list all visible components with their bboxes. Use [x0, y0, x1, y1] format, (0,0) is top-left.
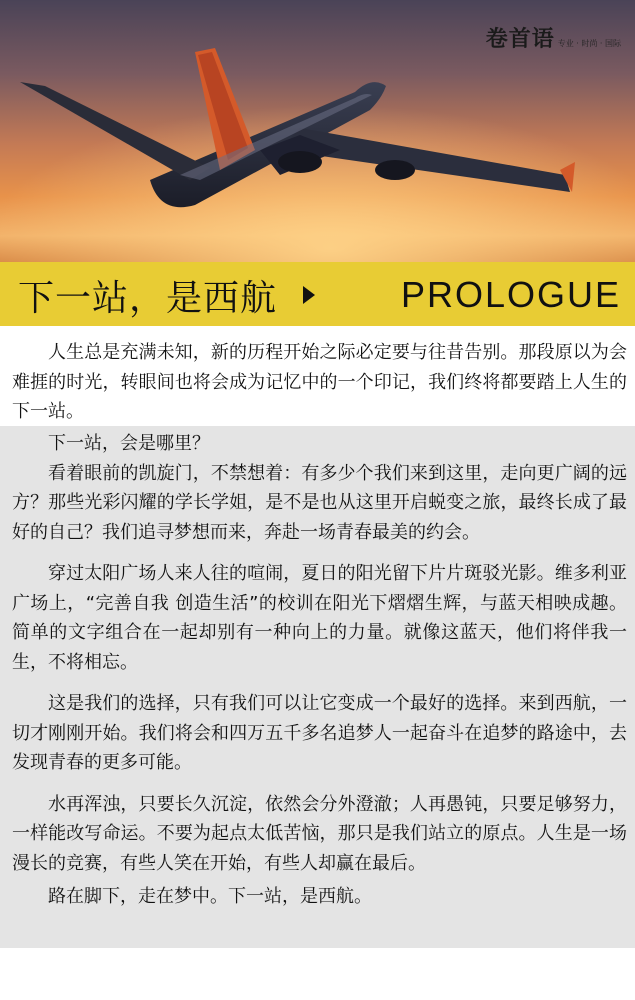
- brand-header: [486, 22, 621, 53]
- body-paragraph: 穿过太阳广场人来人往的喧闹，夏日的阳光留下片片斑驳光影。维多利亚广场上，“完善自我 创造生活”的校训在阳光下熠熠生辉，与蓝天相映成趣。简单的文字组合在一起却别有一种向上的力量。就像这蓝天，他们将伴我一生，不将相忘。: [12, 563, 627, 673]
- body-paragraph: 看着眼前的凯旋门，不禁想着：有多少个我们来到这里，走向更广阔的远方？那些光彩闪耀的学长学姐，是不是也从这里开启蜕变之旅，最终长成了最好的自己？我们追寻梦想而来，奔赴一场青春最美的约会。: [12, 462, 627, 543]
- banner-title: 下一站，是西航: [18, 278, 278, 319]
- brand-title: 卷首语: [485, 27, 555, 52]
- intro-paragraph: 人生总是充满未知，新的历程开始之际必定要与往昔告别。那段原以为会难捱的时光，转眼间也将会成为记忆中的一个印记，我们终将都要踏上人生的下一站。: [12, 342, 627, 422]
- hero-image: [0, 0, 635, 262]
- body-section: [0, 426, 635, 948]
- body-paragraph: 水再浑浊，只要长久沉淀，依然会分外澄澈；人再愚钝，只要足够努力，一样能改写命运。不要为起点太低苦恼，那只是我们站立的原点。人生是一场漫长的竞赛，有些人笑在开始，有些人却赢在最后。: [12, 793, 627, 874]
- brand-subtitle: 专业 · 时尚 · 国际: [557, 39, 621, 48]
- play-triangle-icon: [303, 286, 315, 304]
- body-paragraph: 下一站，会是哪里？: [48, 433, 210, 454]
- intro-section: [0, 326, 635, 426]
- body-paragraph: 路在脚下，走在梦中。下一站，是西航。: [48, 886, 372, 907]
- title-banner: [0, 262, 635, 326]
- banner-english-title: PROLOGUE: [400, 274, 621, 315]
- body-paragraph: 这是我们的选择，只有我们可以让它变成一个最好的选择。来到西航，一切才刚刚开始。我们将会和四万五千多名追梦人一起奋斗在追梦的路途中，去发现青春的更多可能。: [12, 693, 627, 773]
